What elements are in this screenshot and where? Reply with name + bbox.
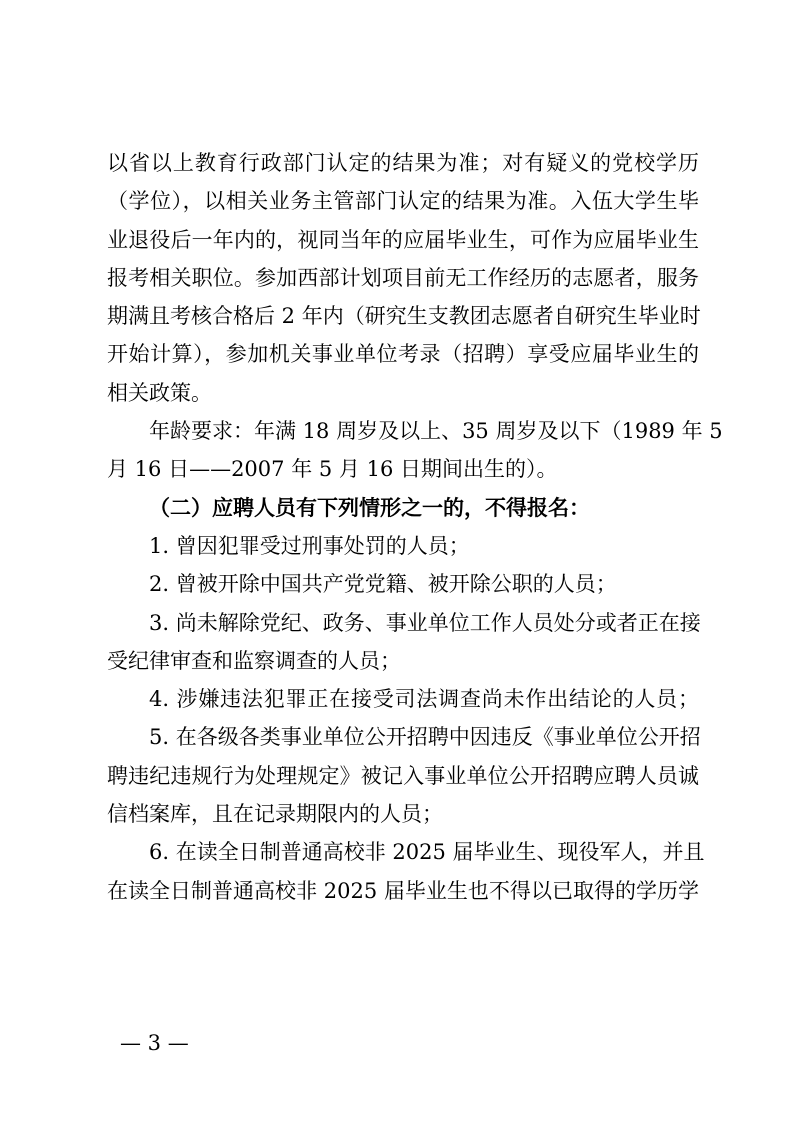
list-item: 5. 在各级各类事业单位公开招聘中因违反《事业单位公开招 (149, 725, 701, 750)
list-item: 1. 曾因犯罪受过刑事处罚的人员； (149, 533, 470, 558)
section-heading: （二）应聘人员有下列情形之一的，不得报名： (149, 494, 590, 520)
list-item-continuation: 在读全日制普通高校非 2025 届毕业生也不得以已取得的学历学 (107, 878, 699, 903)
age-requirement-line: 月 16 日——2007 年 5 月 16 日期间出生的）。 (107, 457, 558, 482)
list-item: 6. 在读全日制普通高校非 2025 届毕业生、现役军人，并且 (149, 840, 705, 865)
list-item: 2. 曾被开除中国共产党党籍、被开除公职的人员； (149, 572, 617, 597)
body-line: 报考相关职位。参加西部计划项目前无工作经历的志愿者，服务 (107, 265, 699, 290)
list-item-continuation: 受纪律审查和监察调查的人员； (107, 648, 401, 673)
body-line: 以省以上教育行政部门认定的结果为准；对有疑义的党校学历 (107, 151, 699, 175)
body-line: 开始计算），参加机关事业单位考录（招聘）享受应届毕业生的 (107, 342, 699, 367)
list-item: 3. 尚未解除党纪、政务、事业单位工作人员处分或者正在接 (149, 610, 701, 635)
document-body (107, 144, 723, 910)
list-item-continuation: 信档案库，且在记录期限内的人员； (107, 802, 443, 827)
body-line: 期满且考核合格后 2 年内（研究生支教团志愿者自研究生毕业时 (107, 304, 701, 329)
page-number: — 3 — (120, 1031, 189, 1055)
body-line: 相关政策。 (107, 380, 212, 405)
body-line: （学位），以相关业务主管部门认定的结果为准。入伍大学生毕 (107, 189, 699, 214)
list-item: 4. 涉嫌违法犯罪正在接受司法调查尚未作出结论的人员； (149, 687, 699, 712)
list-item-continuation: 聘违纪违规行为处理规定》被记入事业单位公开招聘应聘人员诚 (107, 763, 699, 788)
body-line: 业退役后一年内的，视同当年的应届毕业生，可作为应届毕业生 (107, 227, 699, 252)
age-requirement-line: 年龄要求：年满 18 周岁及以上、35 周岁及以下（1989 年 5 (149, 419, 723, 444)
